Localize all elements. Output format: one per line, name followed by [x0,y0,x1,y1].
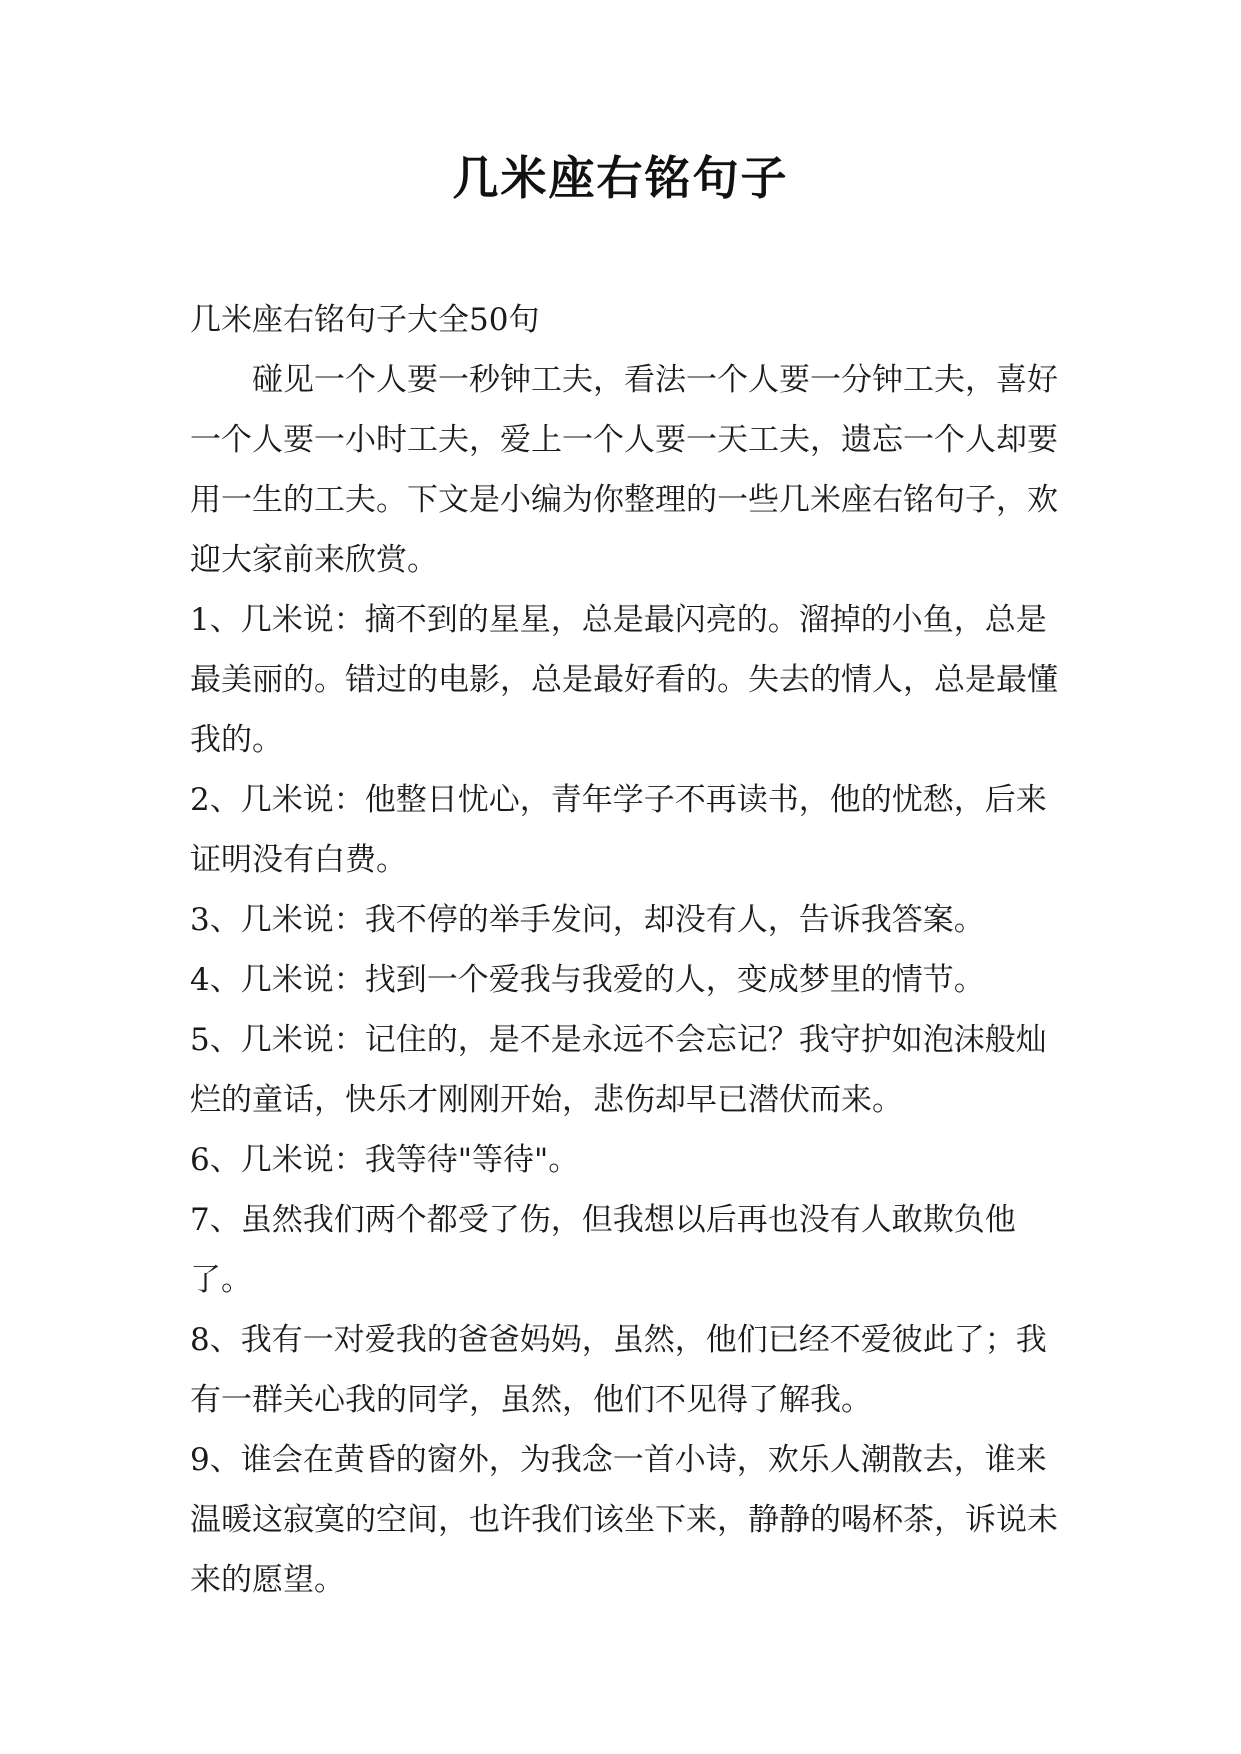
list-item: 8、我有一对爱我的爸爸妈妈，虽然，他们已经不爱彼此了；我有一群关心我的同学，虽然，他们不见得了解我。 [190,1322,1047,1418]
list-item: 6、几米说：我等待"等待"。 [190,1142,580,1178]
document-title: 几米座右铭句子 [452,151,789,205]
list-item: 7、虽然我们两个都受了伤，但我想以后再也没有人敢欺负他了。 [190,1202,1016,1298]
list-item: 9、谁会在黄昏的窗外，为我念一首小诗，欢乐人潮散去，谁来温暖这寂寞的空间，也许我们该坐下来，静静的喝杯茶，诉说未来的愿望。 [190,1442,1058,1598]
list-item: 4、几米说：找到一个爱我与我爱的人，变成梦里的情节。 [190,962,985,998]
list-item: 3、几米说：我不停的举手发问，却没有人，告诉我答案。 [190,902,985,938]
document-subtitle: 几米座右铭句子大全50句 [190,302,540,338]
document-body [190,290,1070,1610]
intro-paragraph: 碰见一个人要一秒钟工夫，看法一个人要一分钟工夫，喜好一个人要一小时工夫，爱上一个人要一天工夫，遗忘一个人却要用一生的工夫。下文是小编为你整理的一些几米座右铭句子，欢迎大家前来欣赏。 [190,362,1058,578]
list-item: 1、几米说：摘不到的星星，总是最闪亮的。溜掉的小鱼，总是最美丽的。错过的电影，总是最好看的。失去的情人，总是最懂我的。 [190,602,1058,758]
list-item: 2、几米说：他整日忧心，青年学子不再读书，他的忧愁，后来证明没有白费。 [190,782,1047,878]
list-item: 5、几米说：记住的，是不是永远不会忘记？我守护如泡沫般灿烂的童话，快乐才刚刚开始，悲伤却早已潜伏而来。 [190,1022,1047,1118]
